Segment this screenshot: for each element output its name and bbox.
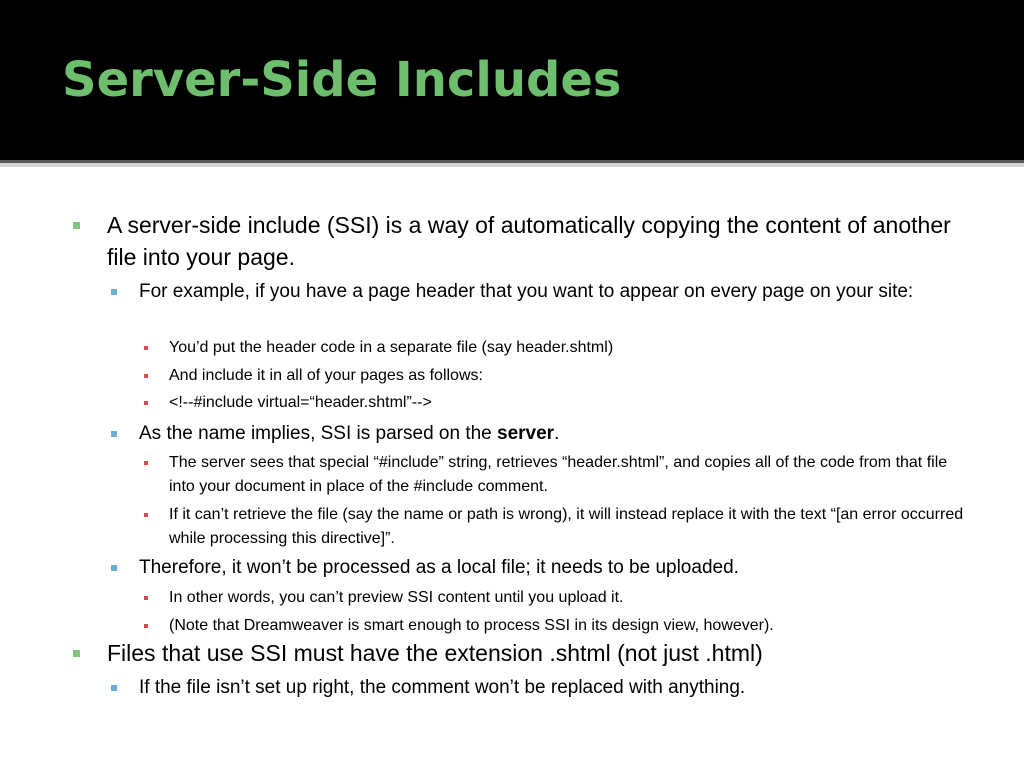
bullet-item-level3 <box>169 364 969 388</box>
bullet-text <box>139 421 979 447</box>
bullet-text: The server sees that special “#include” string, retrieves “header.shtml”, and copies all of the code from that file into your document in place of the #include comment. <box>169 454 948 495</box>
bullet-item-level3 <box>169 391 969 415</box>
slide-title: Server-Side Includes <box>62 52 622 108</box>
bullet-text: <!--#include virtual=“header.shtml”--> <box>169 394 432 411</box>
bullet-text-part: As the name implies, SSI is parsed on the <box>139 423 498 444</box>
bullet-text: Therefore, it won’t be processed as a local file; it needs to be uploaded. <box>139 557 739 578</box>
title-divider-light <box>0 163 1024 167</box>
bullet-text: And include it in all of your pages as follows: <box>169 367 483 384</box>
bullet-item-level1 <box>107 209 977 273</box>
bullet-item-level3 <box>169 503 969 551</box>
bullet-item-level1 <box>107 637 977 669</box>
bullet-text: If the file isn’t set up right, the comment won’t be replaced with anything. <box>139 677 746 698</box>
bullet-item-level3 <box>169 614 969 638</box>
bullet-item-level2 <box>139 421 979 447</box>
bullet-item-level3 <box>169 586 969 610</box>
bullet-text: If it can’t retrieve the file (say the name or path is wrong), it will instead replace it with the text “[an error occurred while processing this directive]”. <box>169 506 964 547</box>
bullet-text-emphasis: server <box>497 423 555 444</box>
bullet-item-level2 <box>139 279 979 305</box>
square-bullet-icon <box>111 565 117 571</box>
square-bullet-icon <box>144 624 148 628</box>
bullet-text: Files that use SSI must have the extension .shtml (not just .html) <box>107 640 763 666</box>
bullet-item-level3 <box>169 336 969 360</box>
square-bullet-icon <box>73 650 80 657</box>
square-bullet-icon <box>144 346 148 350</box>
bullet-item-level3 <box>169 451 969 499</box>
square-bullet-icon <box>111 431 117 437</box>
bullet-text-part: . <box>554 423 560 444</box>
square-bullet-icon <box>111 685 117 691</box>
bullet-text: A server-side include (SSI) is a way of automatically copying the content of another file into your page. <box>107 212 951 270</box>
bullet-item-level2 <box>139 555 979 581</box>
square-bullet-icon <box>111 289 117 295</box>
bullet-text: You’d put the header code in a separate file (say header.shtml) <box>169 339 614 356</box>
bullet-item-level2 <box>139 675 979 701</box>
square-bullet-icon <box>144 513 148 517</box>
bullet-text: In other words, you can’t preview SSI content until you upload it. <box>169 589 624 606</box>
bullet-text: For example, if you have a page header that you want to appear on every page on your site: <box>139 281 914 302</box>
square-bullet-icon <box>144 596 148 600</box>
square-bullet-icon <box>144 401 148 405</box>
square-bullet-icon <box>144 374 148 378</box>
square-bullet-icon <box>144 461 148 465</box>
title-bar <box>0 0 1024 160</box>
square-bullet-icon <box>73 222 80 229</box>
bullet-text: (Note that Dreamweaver is smart enough to process SSI in its design view, however). <box>169 617 774 634</box>
